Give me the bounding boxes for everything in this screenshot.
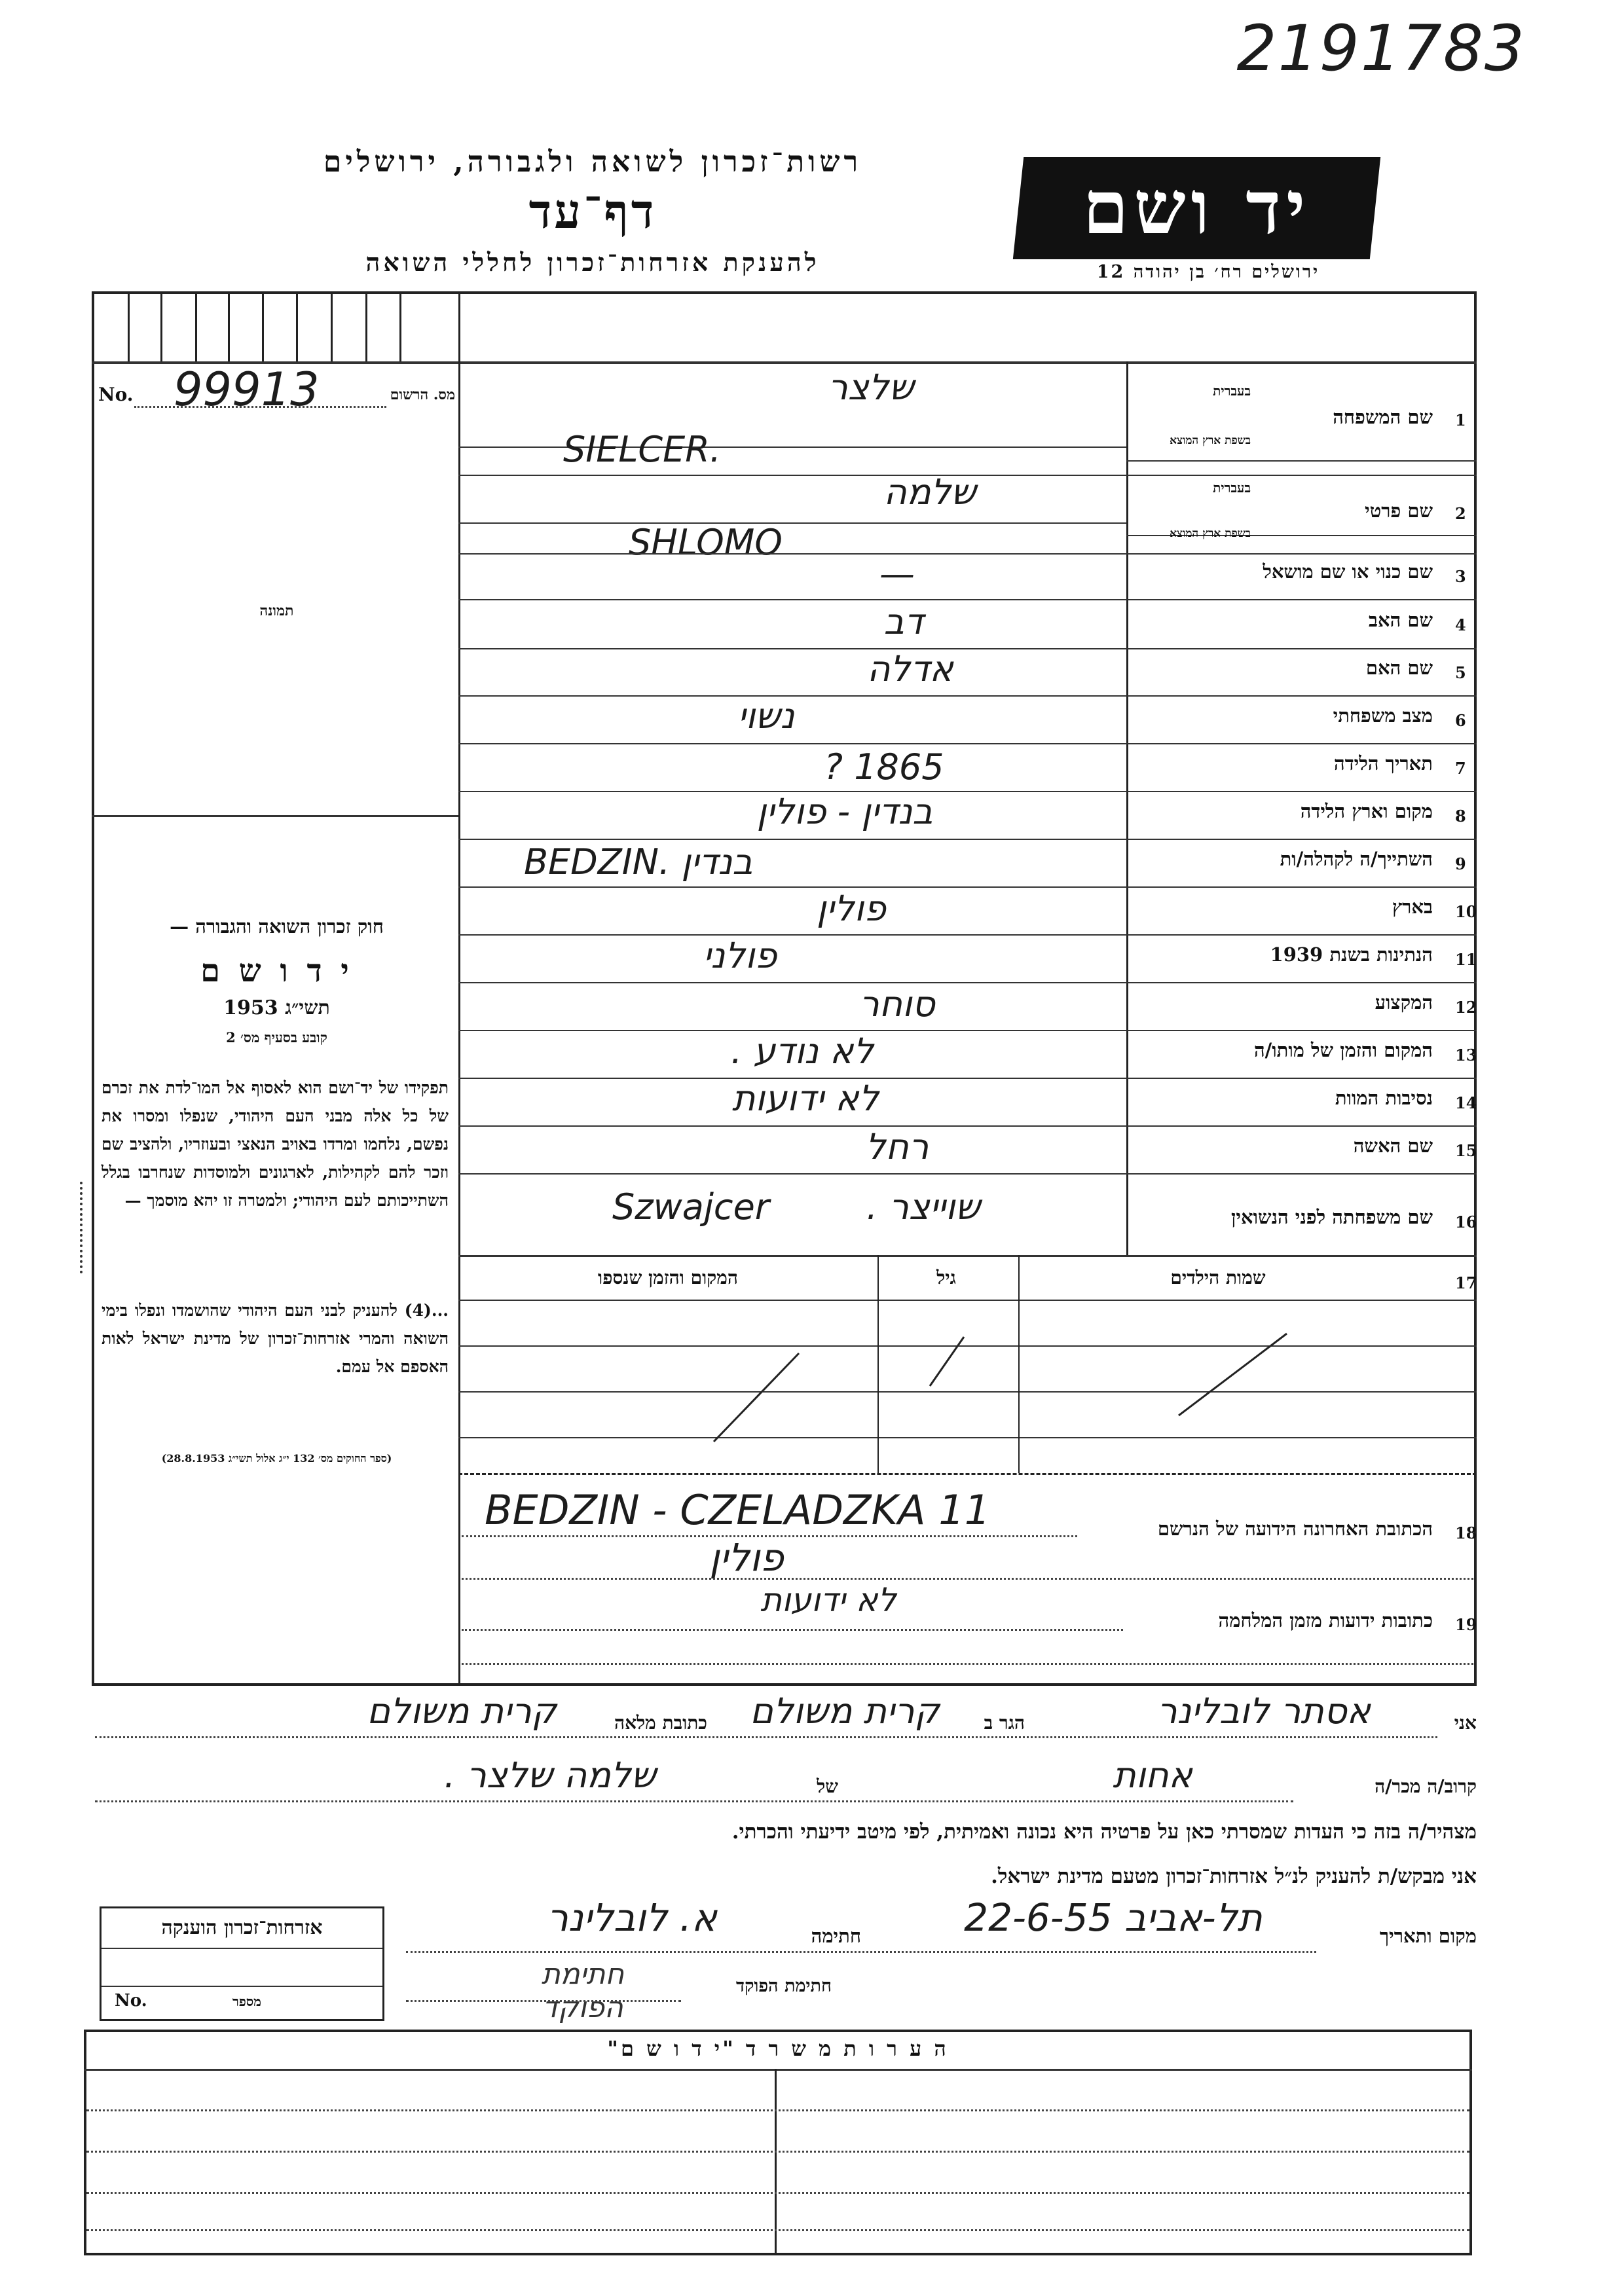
relative-value: אחות: [1113, 1755, 1192, 1796]
left-column-divider: [458, 361, 460, 1686]
field-number: 16: [1455, 1212, 1477, 1231]
row-divider: [458, 1030, 1477, 1031]
field-label-family-name: שם המשפחה: [1333, 406, 1433, 428]
notes-line: [86, 2109, 1469, 2111]
field-label-first-name: שם פרטי: [1365, 500, 1433, 522]
notes-header: ה ע ר ו ת מ ש ר ד "י ד ו ש ם": [607, 2036, 949, 2061]
place-date-label: מקום ותאריך: [1379, 1925, 1477, 1947]
row-divider: [458, 982, 1477, 983]
declaration-ani: אני: [1454, 1712, 1477, 1734]
doc-title: דף־עד: [528, 183, 657, 239]
signature-value: א. לובלינר: [547, 1895, 717, 1940]
field-sub-hebrew: בעברית: [1213, 480, 1251, 496]
field-label-wife-name: שם האשה: [1353, 1135, 1433, 1157]
full-address-label: כתובת מלאה: [614, 1712, 707, 1734]
resides-label: הגר ב: [984, 1712, 1025, 1734]
row-divider: [458, 839, 1477, 840]
law-paragraph-1: תפקידו של יד־ושם הוא לאסוף אל המו־לדת את זכרם של כל אלה מבני העם היהודי, שנפלו ומסרו את נפשם, נלחמו ומרדו באויב הנאצי ובעוזריו, ולהציב שם וזכר להם לקהילות, לארגונים ולמוסדות שנחרבו בגלל השתייכותם לעם היהודי; ולמטרה זו יהא מוסמך —: [101, 1078, 449, 1210]
war-address-label: כתובות ידועות מזמן המלחמה: [1218, 1609, 1433, 1631]
field-label-death-circumstances: נסיבות המוות: [1335, 1087, 1433, 1109]
law-title: חוק זכרון השואה והגבורה —: [170, 915, 384, 938]
marital-status-value: נשוי: [737, 695, 795, 737]
row-divider: [458, 599, 1477, 600]
registration-label-en: No.: [98, 384, 134, 405]
profession-value: סוחר: [859, 983, 935, 1025]
doc-subtitle: להענקת אזרחות־זכרון לחללי השואה: [365, 247, 820, 277]
org-name: רשות־זכרון לשואה ולגבורה, ירושלים: [323, 145, 862, 179]
row-divider: [458, 553, 1477, 555]
margin-mark: [80, 1182, 83, 1273]
family-name-origin-value: SIELCER.: [563, 429, 721, 470]
death-circumstances-value: לא ידועות: [731, 1078, 879, 1119]
community-value: BEDZIN. בנדין: [524, 841, 753, 883]
field-label-birth-place: מקום וארץ הלידה: [1300, 800, 1433, 822]
birth-place-value: בנדין - פולין: [756, 791, 933, 832]
statement: מצהיר/ה בזה כי העדות שמסרתי כאן על פרטיה היא נכונה ואמיתית, לפי מיטב ידיעתי והכרתי.: [731, 1820, 1477, 1844]
field-label-nationality-1939: הנתינות בשנת 1939: [1270, 943, 1433, 966]
relative-label: קרוב/ה מכר/ה: [1375, 1776, 1477, 1797]
place-date-value: תל-אביב 22-6-55: [964, 1895, 1263, 1940]
row-divider: [458, 1078, 1477, 1079]
law-name: י ד ו ש ם: [200, 953, 353, 989]
law-year: תשי״ג 1953: [223, 996, 330, 1019]
field-number: 11: [1455, 950, 1477, 969]
first-name-hebrew-value: שלמה: [883, 471, 976, 513]
maiden-name-latin-value: Szwajcer: [612, 1186, 769, 1228]
field-label-nickname: שם כנוי או שם מושאל: [1263, 560, 1433, 583]
row-divider: [458, 1125, 1477, 1127]
row-divider: [458, 1173, 1477, 1175]
field-number: 5: [1455, 663, 1466, 682]
strip-cell: [160, 291, 162, 361]
logo: [1013, 157, 1380, 259]
notes-box: [84, 2030, 1472, 2255]
registration-dots: [134, 406, 386, 408]
field-label-marital-status: מצב משפחתי: [1333, 704, 1433, 727]
strip-cell: [296, 291, 298, 361]
notes-column-divider: [775, 2069, 777, 2255]
law-citation: (ספר החוקים מס׳ 132 י״ג אלול תשי״ג 28.8.1953): [161, 1452, 392, 1465]
notes-line: [86, 2229, 1469, 2231]
field-number: 9: [1455, 854, 1466, 873]
officer-signature: חתימת הפוקד: [541, 1958, 625, 2024]
notes-line: [86, 2192, 1469, 2194]
strip-cell: [458, 291, 460, 361]
field-number: 4: [1455, 615, 1466, 634]
field-number: 17: [1455, 1273, 1477, 1292]
field-number: 3: [1455, 567, 1466, 586]
citizenship-box: [100, 1906, 384, 2021]
law-clause: קובע בסעיף מס׳ 2: [226, 1029, 327, 1046]
strip-cell: [365, 291, 367, 361]
last-address-value-2: פולין: [709, 1535, 784, 1580]
field-number: 12: [1455, 998, 1477, 1017]
resides-value: קרית משולם: [750, 1690, 940, 1732]
full-address-value: קרית משולם: [367, 1690, 557, 1732]
field-label-death-place-time: המקום והזמן של מותו/ה: [1253, 1039, 1433, 1061]
declarant-name-value: אסתר לובלינר: [1157, 1690, 1371, 1732]
notes-line: [86, 2151, 1469, 2153]
registration-value: 99913: [174, 363, 320, 416]
of-label: של: [817, 1776, 838, 1797]
field-number: 13: [1455, 1046, 1477, 1065]
citizenship-number-en: No.: [115, 1991, 147, 2011]
field-number: 14: [1455, 1093, 1477, 1112]
field-sub-hebrew: בעברית: [1213, 383, 1251, 399]
strip-cell: [195, 291, 197, 361]
field-sub-origin: בשפת ארץ המוצא: [1170, 434, 1251, 447]
field-number: 6: [1455, 711, 1466, 730]
war-address-value: לא ידועות: [760, 1581, 896, 1619]
photo-label: תמונה: [259, 602, 294, 619]
field-number: 1: [1455, 410, 1466, 429]
logo-text: יד ושם: [1082, 165, 1311, 251]
officer-label: חתימת הפוקד: [736, 1976, 832, 1996]
children-col-place: המקום והזמן שנספו: [598, 1267, 738, 1288]
row-divider: [458, 886, 1477, 888]
children-empty-strokes: [458, 1255, 1477, 1473]
label-column-divider: [1126, 361, 1128, 1255]
strip-cell: [262, 291, 264, 361]
registration-field: [98, 363, 455, 416]
registration-label-he: מס. הרשום: [390, 386, 455, 403]
maiden-name-value: שוייצר .: [866, 1186, 980, 1228]
last-address-label: הכתובת האחרונה הידועה של הנרשם: [1157, 1518, 1433, 1540]
field-label-maiden-name: שם משפחתה לפני הנשואין: [1231, 1206, 1433, 1228]
section-divider: [458, 1473, 1477, 1475]
photo-divider: [92, 815, 458, 817]
field-number: 2: [1455, 504, 1466, 523]
field-number: 15: [1455, 1141, 1477, 1160]
father-name-value: דב: [883, 601, 924, 642]
field-label-mother-name: שם האם: [1365, 657, 1433, 679]
field-number: 7: [1455, 759, 1466, 778]
nickname-value: —: [879, 553, 915, 594]
first-name-origin-value: SHLOMO: [629, 522, 783, 563]
address-line: ירושלים רח׳ בן יהודה 12: [1096, 262, 1320, 282]
field-number: 18: [1455, 1523, 1477, 1542]
archive-number: 2191783: [1236, 12, 1526, 85]
country-value: פולין: [817, 888, 886, 929]
row-divider: [458, 695, 1477, 697]
strip-cell: [128, 291, 130, 361]
request: אני מבקש/ת להעניק לנ״ל אזרחות־זכרון מטעם מדינת ישראל.: [991, 1865, 1477, 1888]
strip-cell: [331, 291, 333, 361]
field-sub-origin: בשפת ארץ המוצא: [1170, 527, 1251, 540]
birth-date-value: 1865 ?: [824, 746, 944, 788]
of-value: שלמה שלצר .: [444, 1755, 656, 1796]
last-address-value-1: BEDZIN - CZELADZKA 11: [485, 1486, 991, 1534]
family-name-hebrew-value: שלצר: [828, 367, 914, 408]
field-label-profession: המקצוע: [1375, 991, 1433, 1013]
death-place-value: לא נודע .: [731, 1030, 874, 1072]
notes-header-line: [84, 2069, 1472, 2071]
law-paragraph-2: ...(4) להעניק לבני העם היהודי שהושמדו ונפלו בימי השואה והמרי אזרחות־זכרון של מדינת ישראל לאות האספם אל עמם.: [101, 1301, 449, 1376]
field-label-community: השתייך/ה לקהלה/ות: [1280, 848, 1433, 870]
signature-label: חתימה: [811, 1925, 861, 1947]
field-number: 10: [1455, 902, 1477, 921]
row-divider: [458, 743, 1477, 744]
children-col-names: שמות הילדים: [1170, 1267, 1266, 1288]
field-number: 8: [1455, 807, 1466, 826]
nationality-value: פולני: [703, 935, 777, 976]
field-label-father-name: שם האב: [1368, 609, 1433, 631]
field-label-birth-date: תאריך הלידה: [1334, 752, 1433, 774]
strip-cell: [228, 291, 230, 361]
citizenship-box-title: אזרחות־זכרון הוענקה: [161, 1916, 323, 1939]
mother-name-value: אדלה: [867, 648, 953, 689]
field-number: 19: [1455, 1615, 1477, 1634]
citizenship-number-he: מספר: [232, 1994, 261, 2009]
field-label-country: בארץ: [1392, 896, 1433, 918]
wife-name-value: רחל: [865, 1126, 929, 1167]
row-divider: [458, 934, 1477, 936]
strip-cell: [399, 291, 401, 361]
children-col-age: גיל: [936, 1267, 956, 1288]
